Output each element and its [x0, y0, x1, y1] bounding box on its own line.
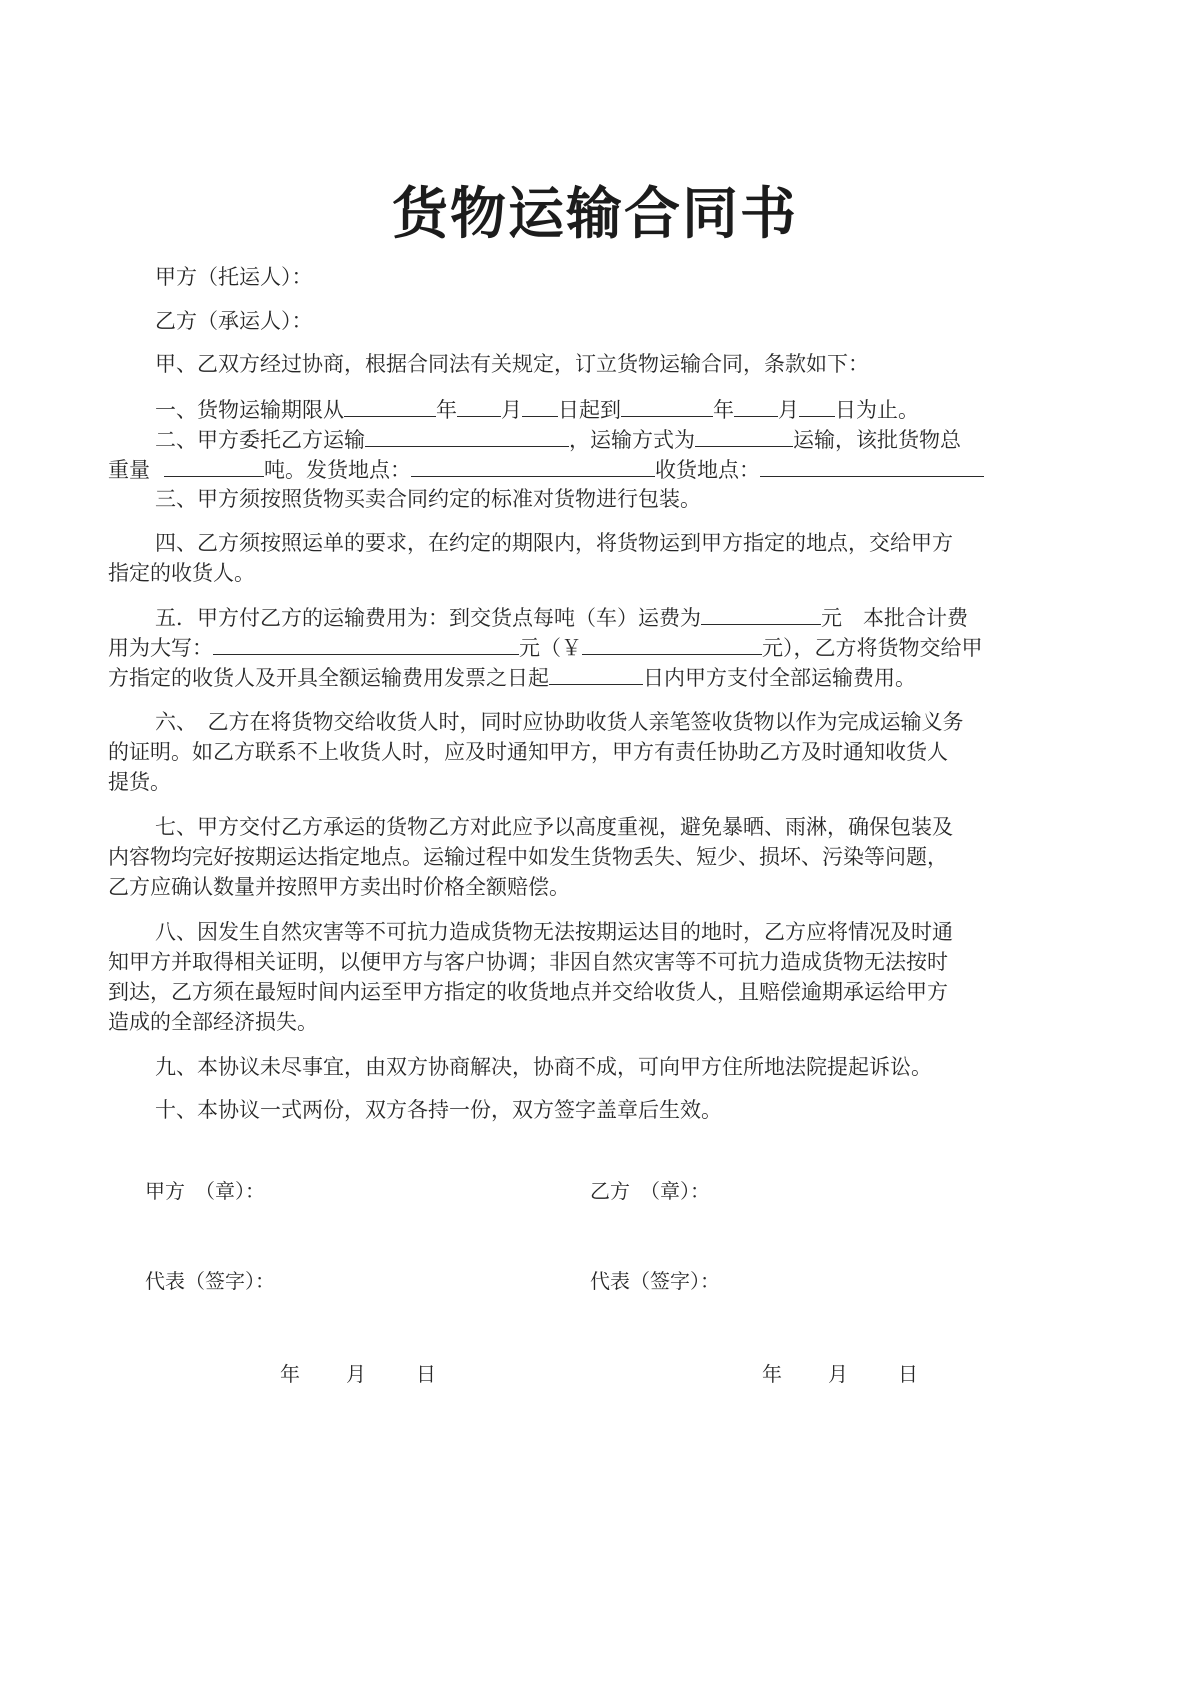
- blank-field: [799, 395, 835, 417]
- party-a-representative-label: 代表（签字）：: [145, 1269, 275, 1293]
- clause-8-line-4: 造成的全部经济损失。: [108, 1010, 318, 1034]
- clause-3: 三、甲方须按照货物买卖合同约定的标准对货物进行包装。: [155, 487, 701, 511]
- page-title: 货物运输合同书: [392, 182, 798, 247]
- preamble: 甲、乙双方经过协商，根据合同法有关规定，订立货物运输合同，条款如下：: [155, 352, 869, 376]
- clause-10: 十、本协议一式两份，双方各持一份，双方签字盖章后生效。: [155, 1098, 722, 1122]
- blank-field: [582, 633, 762, 655]
- blank-field: [365, 425, 569, 447]
- clause-7-line-2: 内容物均完好按期运达指定地点。运输过程中如发生货物丢失、短少、损坏、污染等问题，: [108, 845, 948, 869]
- clause-5-line-1: 五．甲方付乙方的运输费用为：到交货点每吨（车）运费为 元 本批合计费: [155, 603, 968, 633]
- clause-6-line-3: 提货。: [108, 770, 171, 794]
- clause-4-line-2: 指定的收货人。: [108, 561, 255, 585]
- blank-field: [411, 455, 655, 477]
- clause-8-line-2: 知甲方并取得相关证明，以便甲方与客户协调；非因自然灾害等不可抗力造成货物无法按时: [108, 950, 948, 974]
- clause-5-line-3: 方指定的收货人及开具全额运输费用发票之日起 日内甲方支付全部运输费用。: [108, 663, 916, 693]
- party-b-seal-label: 乙方 （章）：: [590, 1179, 710, 1203]
- clause-2-line-1: 二、甲方委托乙方运输 ，运输方式为 运输，该批货物总: [155, 425, 961, 455]
- blank-field: [695, 425, 793, 447]
- party-a-seal-label: 甲方 （章）：: [145, 1179, 265, 1203]
- clause-1: 一、货物运输期限从 年 月 日起到 年 月 日为止。: [155, 395, 919, 425]
- blank-field: [734, 395, 778, 417]
- blank-field: [701, 603, 821, 625]
- clause-7-line-1: 七、甲方交付乙方承运的货物乙方对此应予以高度重视，避免暴晒、雨淋，确保包装及: [155, 815, 953, 839]
- clause-8-line-3: 到达，乙方须在最短时间内运至甲方指定的收货地点并交给收货人，且赔偿逾期承运给甲方: [108, 980, 948, 1004]
- clause-2-line-2: 重量 吨。发货地点： 收货地点：: [108, 455, 984, 485]
- clause-6-line-1: 六、 乙方在将货物交给收货人时，同时应协助收货人亲笔签收货物以作为完成运输义务: [155, 710, 964, 734]
- clause-6-line-2: 的证明。如乙方联系不上收货人时，应及时通知甲方，甲方有责任协助乙方及时通知收货人: [108, 740, 948, 764]
- blank-field: [164, 455, 264, 477]
- clause-7-line-3: 乙方应确认数量并按照甲方卖出时价格全额赔偿。: [108, 875, 570, 899]
- blank-field: [760, 455, 984, 477]
- blank-field: [457, 395, 501, 417]
- blank-field: [213, 633, 519, 655]
- blank-field: [344, 395, 436, 417]
- blank-field: [522, 395, 558, 417]
- clause-4-line-1: 四、乙方须按照运单的要求，在约定的期限内，将货物运到甲方指定的地点，交给甲方: [155, 531, 953, 555]
- clause-8-line-1: 八、因发生自然灾害等不可抗力造成货物无法按期运达目的地时，乙方应将情况及时通: [155, 920, 953, 944]
- blank-field: [549, 663, 643, 685]
- party-a-line: 甲方（托运人）：: [155, 265, 313, 289]
- party-a-date: 年 月 日: [280, 1362, 436, 1386]
- party-b-date: 年 月 日: [762, 1362, 918, 1386]
- party-b-line: 乙方（承运人）：: [155, 309, 313, 333]
- party-b-representative-label: 代表（签字）：: [590, 1269, 720, 1293]
- clause-9: 九、本协议未尽事宜，由双方协商解决，协商不成，可向甲方住所地法院提起诉讼。: [155, 1055, 932, 1079]
- clause-5-line-2: 用为大写： 元（￥ 元），乙方将货物交给甲: [108, 633, 983, 663]
- blank-field: [621, 395, 713, 417]
